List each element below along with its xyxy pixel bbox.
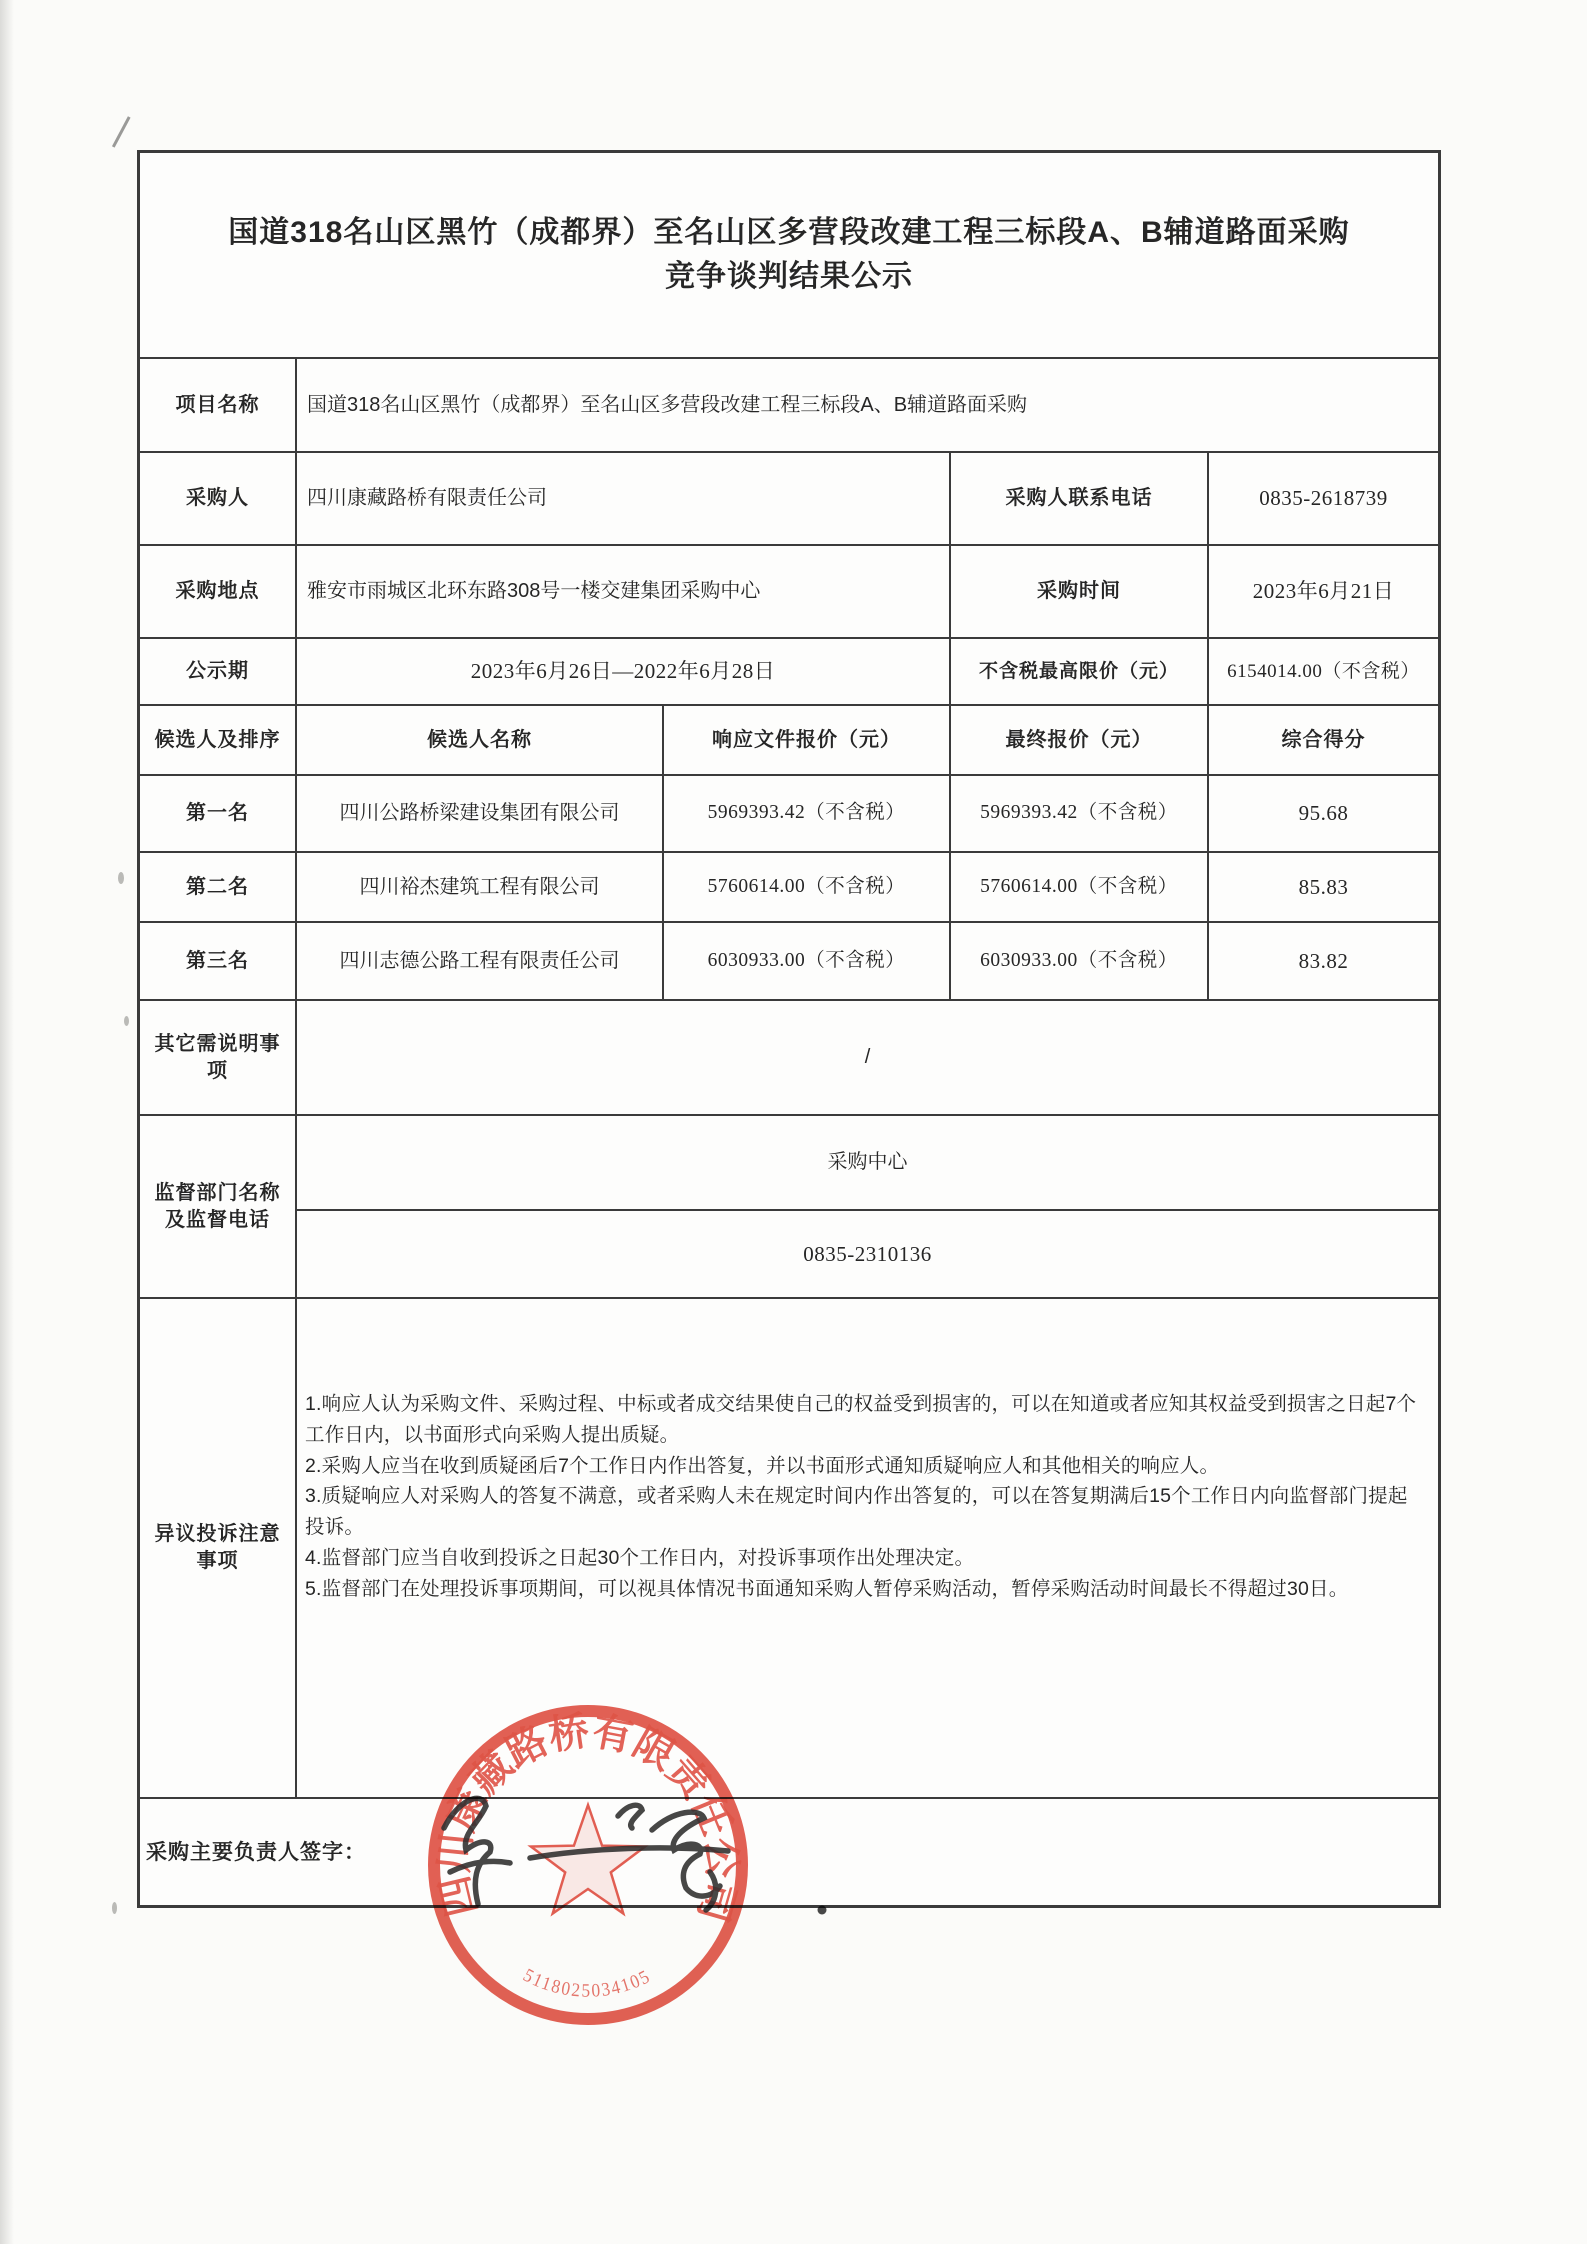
col-header-final-price: 最终报价（元） <box>951 706 1209 776</box>
title-line-1: 国道318名山区黑竹（成都界）至名山区多营段改建工程三标段A、B辅道路面采购 <box>228 216 1350 250</box>
scan-edge-shadow <box>0 0 14 2244</box>
candidate-row-2 <box>140 853 1438 923</box>
candidate-rank: 第三名 <box>140 923 297 1001</box>
candidate-row-3 <box>140 923 1438 1001</box>
candidate-final-price: 5969393.42（不含税） <box>951 776 1209 853</box>
supervision-label: 监督部门名称及监督电话 <box>154 1181 281 1231</box>
scan-speck <box>124 1016 129 1026</box>
col-header-rank: 候选人及排序 <box>140 706 297 776</box>
svg-text:5118025034105 <box>520 1965 655 2002</box>
scan-speck <box>118 872 124 884</box>
row-project-name <box>140 359 1438 453</box>
project-name-value: 国道318名山区黑竹（成都界）至名山区多营段改建工程三标段A、B辅道路面采购 <box>297 359 1438 453</box>
row-publicity <box>140 639 1438 706</box>
location-label: 采购地点 <box>140 546 297 639</box>
row-other-notes <box>140 1001 1438 1116</box>
time-label: 采购时间 <box>951 546 1209 639</box>
row-objection <box>140 1299 1438 1799</box>
objection-item-4: 4.监督部门应当自收到投诉之日起30个工作日内，对投诉事项作出处理决定。 <box>305 1546 975 1569</box>
announcement-table <box>137 150 1441 1908</box>
objection-item-3: 3.质疑响应人对采购人的答复不满意，或者采购人未在规定时间内作出答复的，可以在答复期满后15个工作日内向监督部门提起投诉。 <box>305 1485 1408 1539</box>
candidate-name: 四川公路桥梁建设集团有限公司 <box>297 776 664 853</box>
candidate-doc-price: 5969393.42（不含税） <box>664 776 951 853</box>
candidate-row-1 <box>140 776 1438 853</box>
other-notes-label: 其它需说明事项 <box>154 1032 281 1082</box>
objection-text <box>305 1389 1422 1605</box>
project-name-label: 项目名称 <box>140 359 297 453</box>
objection-item-2: 2.采购人应当在收到质疑函后7个工作日内作出答复，并以书面形式通知质疑响应人和其他相关的响应人。 <box>305 1454 1220 1477</box>
candidate-final-price: 6030933.00（不含税） <box>951 923 1209 1001</box>
row-location <box>140 546 1438 639</box>
document-title <box>140 153 1438 359</box>
publicity-label: 公示期 <box>140 639 297 706</box>
supervision-department: 采购中心 <box>297 1116 1438 1211</box>
purchaser-phone-label: 采购人联系电话 <box>951 453 1209 546</box>
candidate-rank: 第二名 <box>140 853 297 923</box>
purchaser-phone-value: 0835-2618739 <box>1209 453 1438 546</box>
purchaser-label: 采购人 <box>140 453 297 546</box>
max-price-value: 6154014.00（不含税） <box>1209 639 1438 706</box>
title-line-2: 竞争谈判结果公示 <box>665 260 913 293</box>
scan-speck <box>112 1902 117 1914</box>
purchaser-value: 四川康藏路桥有限责任公司 <box>297 453 951 546</box>
seal-company-text: 四川康藏路桥有限责任公司 <box>431 1708 744 1927</box>
signature-label: 采购主要负责人签字： <box>146 1840 366 1864</box>
max-price-label: 不含税最高限价（元） <box>951 639 1209 706</box>
publicity-value: 2023年6月26日—2022年6月28日 <box>297 639 951 706</box>
candidate-score: 83.82 <box>1209 923 1438 1001</box>
location-value: 雅安市雨城区北环东路308号一楼交建集团采购中心 <box>297 546 951 639</box>
row-signature <box>140 1799 1438 1907</box>
candidate-doc-price: 6030933.00（不含税） <box>664 923 951 1001</box>
seal-number-text: 5118025034105 <box>519 1964 656 2002</box>
objection-item-5: 5.监督部门在处理投诉事项期间，可以视具体情况书面通知采购人暂停采购活动，暂停采购活动时间最长不得超过30日。 <box>305 1577 1349 1600</box>
col-header-doc-price: 响应文件报价（元） <box>664 706 951 776</box>
candidate-final-price: 5760614.00（不含税） <box>951 853 1209 923</box>
candidate-doc-price: 5760614.00（不含税） <box>664 853 951 923</box>
row-purchaser <box>140 453 1438 546</box>
candidate-score: 95.68 <box>1209 776 1438 853</box>
time-value: 2023年6月21日 <box>1209 546 1438 639</box>
col-header-name: 候选人名称 <box>297 706 664 776</box>
other-notes-value: / <box>297 1001 1438 1116</box>
candidate-name: 四川裕杰建筑工程有限公司 <box>297 853 664 923</box>
objection-item-1: 1.响应人认为采购文件、采购过程、中标或者成交结果使自己的权益受到损害的，可以在知道或者应知其权益受到损害之日起7个工作日内，以书面形式向采购人提出质疑。 <box>305 1393 1417 1446</box>
candidate-rank: 第一名 <box>140 776 297 853</box>
row-candidates-header <box>140 706 1438 776</box>
row-supervision <box>140 1116 1438 1299</box>
col-header-score: 综合得分 <box>1209 706 1438 776</box>
candidate-name: 四川志德公路工程有限责任公司 <box>297 923 664 1001</box>
objection-label: 异议投诉注意事项 <box>154 1523 281 1572</box>
candidate-score: 85.83 <box>1209 853 1438 923</box>
supervision-phone: 0835-2310136 <box>297 1211 1438 1299</box>
